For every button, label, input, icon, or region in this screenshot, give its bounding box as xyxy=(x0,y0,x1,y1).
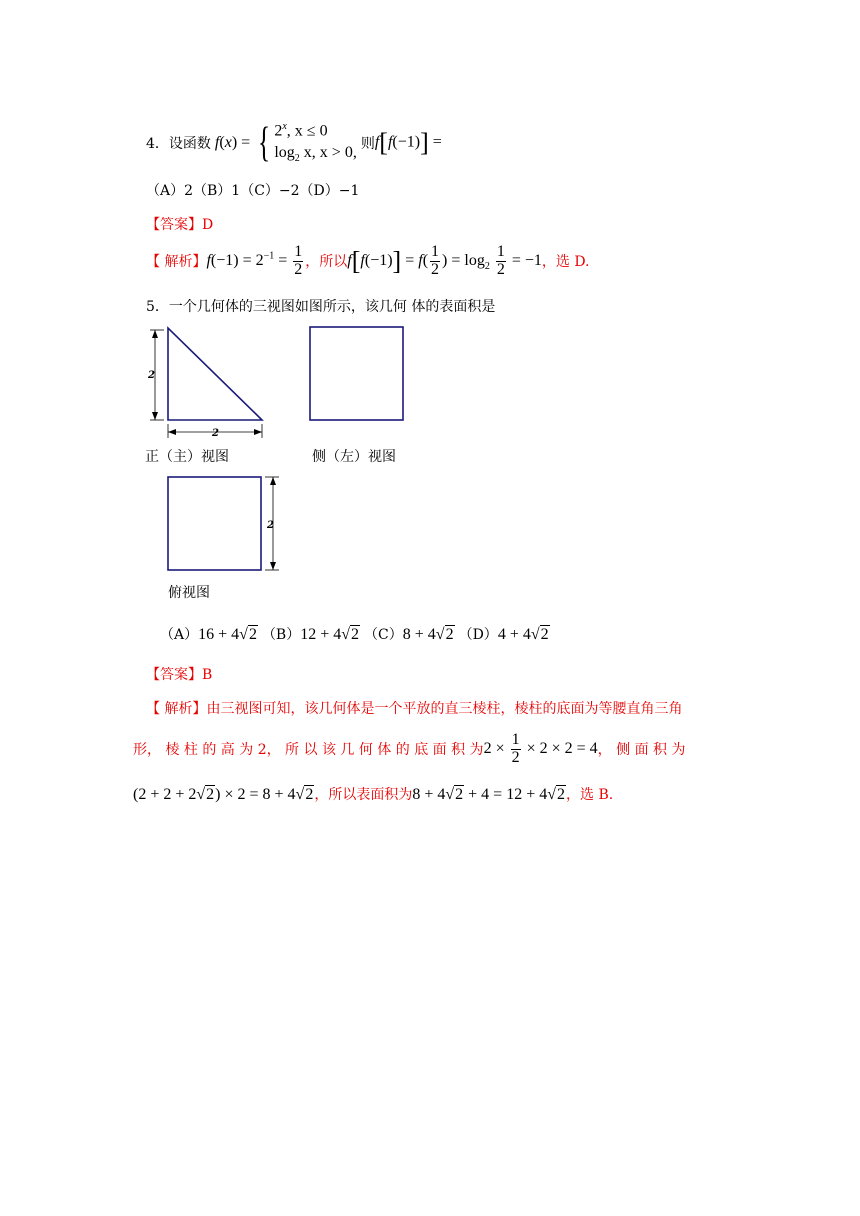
q4-function-head: f(x) = xyxy=(214,134,251,151)
q5-analysis-line1 xyxy=(146,698,682,718)
total-area-formula: 8 + 4√2 + 4 = 12 + 4√2 xyxy=(412,785,566,803)
analysis-text-1: 由三视图可知，该几何体是一个平放的直三棱柱，棱柱的底面为等腰直角三角 xyxy=(206,701,683,717)
option-b-value: 12 + 4√2 xyxy=(300,625,360,643)
answer-value: D xyxy=(202,217,214,233)
q5-stem xyxy=(146,296,495,316)
piecewise-brace: { xyxy=(258,120,271,166)
option-c-label: （C） xyxy=(364,627,403,643)
q4-options: （A）2（B）1（C）−2（D）−1 xyxy=(146,183,360,199)
q4-analysis xyxy=(146,240,590,282)
top-view-square xyxy=(168,477,261,570)
width-dimension-label: 2 xyxy=(212,428,219,439)
option-d-label: （D） xyxy=(458,627,498,643)
front-view-caption: 正（主）视图 xyxy=(145,449,229,465)
q4-piece2: $\log_2 x$, x > 0, xyxy=(274,144,357,165)
q5-answer xyxy=(146,664,212,684)
q4-analysis-formula2: f[f(−1)] = f( $\frac{1}{2}$ ) = $\log_2$ $\frac{1}{2}$ = −1 xyxy=(347,242,542,278)
q4-number: 4． xyxy=(146,136,169,152)
analysis-text-3b: ，选 B. xyxy=(566,787,614,803)
lateral-area-formula: (2 + 2 + 2√2) × 2 = 8 + 4√2 xyxy=(133,785,314,803)
option-a-value: 16 + 4√2 xyxy=(198,625,257,643)
option-b-label: （B） xyxy=(261,627,301,643)
analysis-label: 【 解析】 xyxy=(146,701,207,717)
analysis-label: 【 解析】 xyxy=(146,254,207,270)
side-view-figure xyxy=(305,322,409,426)
q4-stem xyxy=(146,118,442,168)
front-view-triangle xyxy=(168,328,262,420)
front-view-figure xyxy=(140,320,270,442)
q4-analysis-conclusion: ，选 D. xyxy=(541,254,590,270)
q4-question-expr: f[f(−1)] = xyxy=(374,128,442,157)
answer-value: B xyxy=(202,667,213,683)
q4-then: 则 xyxy=(360,136,375,152)
q4-piece1: 2$^x$, x ≤ 0 xyxy=(274,120,328,140)
q4-analysis-formula: $f(-1) = 2^{-1}$ = $\frac{1}{2}$ xyxy=(206,242,303,278)
answer-label: 【答案】 xyxy=(146,217,202,233)
option-a-label: （A） xyxy=(160,627,199,643)
q5-options xyxy=(160,624,550,644)
analysis-text-3a: ，所以表面积为 xyxy=(314,787,413,803)
q4-answer xyxy=(146,214,213,234)
analysis-text-2b: ， 侧 面 积 为 xyxy=(597,742,686,758)
answer-label: 【答案】 xyxy=(146,667,202,683)
side-view-square xyxy=(310,327,403,420)
side-view-caption: 侧（左）视图 xyxy=(312,449,396,465)
q5-analysis-line2 xyxy=(133,728,685,770)
q5-number: 5． xyxy=(146,299,169,315)
top-dimension-label: 2 xyxy=(267,520,274,531)
q5-analysis-line3 xyxy=(133,784,613,804)
comma-so: ，所以 xyxy=(305,254,348,270)
height-dimension-label: 2 xyxy=(148,370,155,381)
q4-piecewise xyxy=(274,116,356,171)
base-area-formula: 2 × $\frac{1}{2}$ × 2 × 2 = 4 xyxy=(483,730,598,766)
top-view-figure xyxy=(163,470,293,574)
option-c-value: 8 + 4√2 xyxy=(402,625,454,643)
analysis-text-2a: 形， 棱 柱 的 高 为 2， 所 以 该 几 何 体 的 底 面 积 为 xyxy=(133,742,484,758)
q4-lead: 设函数 xyxy=(168,136,211,152)
top-view-caption: 俯视图 xyxy=(168,585,210,601)
option-d-value: 4 + 4√2 xyxy=(497,625,549,643)
q5-stem-text: 一个几何体的三视图如图所示，该几何 体的表面积是 xyxy=(168,299,496,315)
